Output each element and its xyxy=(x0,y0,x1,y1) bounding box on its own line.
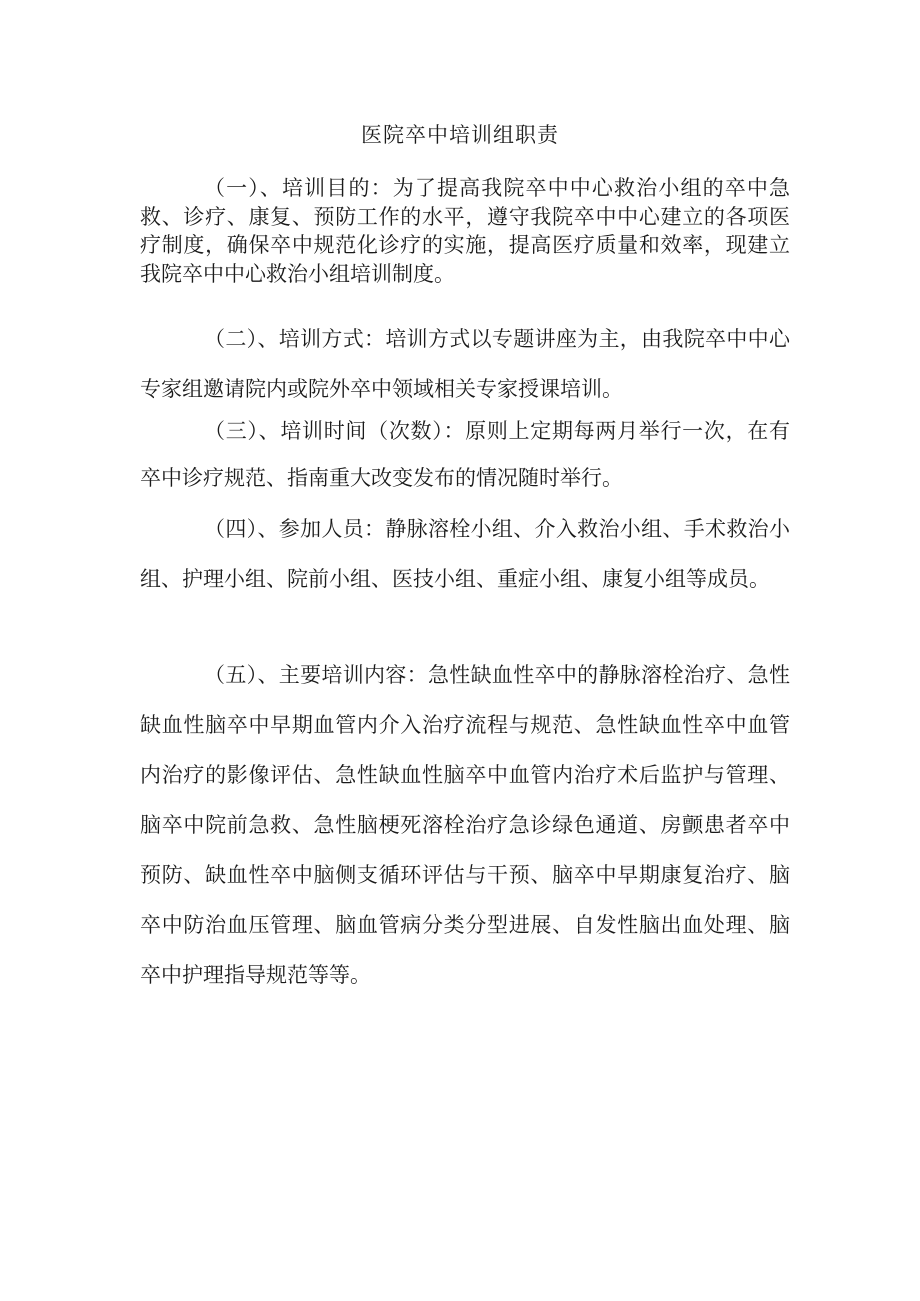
document-title: 医院卒中培训组职责 xyxy=(361,123,559,147)
paragraph-training-purpose: （一）、培训目的：为了提高我院卒中中心救治小组的卒中急救、诊疗、康复、预防工作的水平，遵守我院卒中中心建立的各项医疗制度，确保卒中规范化诊疗的实施，提高医疗质量和效率，现建立我院卒中中心救治小组培训制度。 xyxy=(140,176,790,286)
paragraph-training-content: （五）、主要培训内容：急性缺血性卒中的静脉溶栓治疗、急性缺血性脑卒中早期血管内介入治疗流程与规范、急性缺血性卒中血管内治疗的影像评估、急性缺血性脑卒中血管内治疗术后监护与管理、脑卒中院前急救、急性脑梗死溶栓治疗急诊绿色通道、房颤患者卒中预防、缺血性卒中脑侧支循环评估与干预、脑卒中早期康复治疗、脑卒中防治血压管理、脑血管病分类分型进展、自发性脑出血处理、脑卒中护理指导规范等等。 xyxy=(140,663,790,987)
paragraph-training-method: （二）、培训方式：培训方式以专题讲座为主，由我院卒中中心专家组邀请院内或院外卒中领域相关专家授课培训。 xyxy=(140,327,790,401)
paragraph-participants: （四）、参加人员：静脉溶栓小组、介入救治小组、手术救治小组、护理小组、院前小组、医技小组、重症小组、康复小组等成员。 xyxy=(140,517,790,591)
paragraph-training-schedule: （三）、培训时间（次数）：原则上定期每两月举行一次，在有卒中诊疗规范、指南重大改变发布的情况随时举行。 xyxy=(140,419,790,490)
